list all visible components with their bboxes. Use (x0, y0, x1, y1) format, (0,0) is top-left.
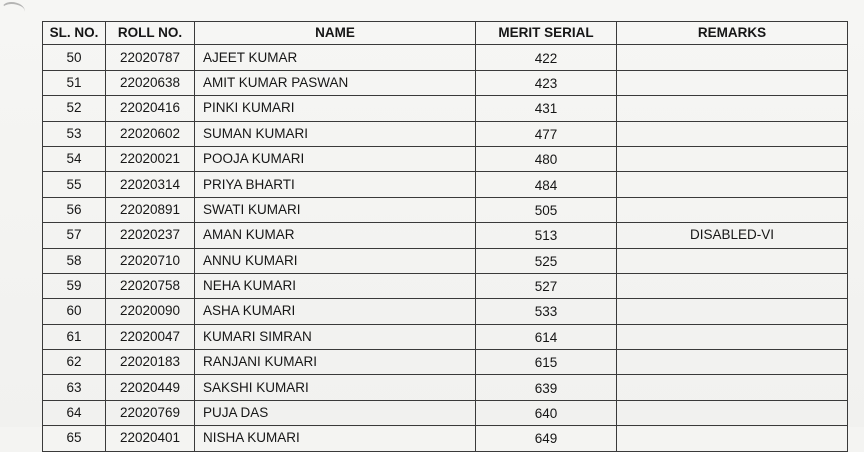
table-row (43, 299, 848, 324)
cell-merit-serial: 422 (476, 45, 617, 70)
cell-sl-no: 62 (43, 350, 106, 375)
cell-roll-no: 22020021 (106, 146, 195, 171)
cell-roll-no: 22020449 (106, 375, 195, 400)
cell-name: AJEET KUMAR (195, 45, 476, 70)
table-body (43, 45, 848, 451)
cell-roll-no: 22020047 (106, 324, 195, 349)
cell-sl-no: 58 (43, 248, 106, 273)
cell-roll-no: 22020891 (106, 197, 195, 222)
cell-remarks (617, 45, 848, 70)
table-row (43, 96, 848, 121)
cell-merit-serial: 640 (476, 400, 617, 425)
cell-name: PRIYA BHARTI (195, 172, 476, 197)
table-row (43, 197, 848, 222)
cell-sl-no: 54 (43, 146, 106, 171)
cell-name: SAKSHI KUMARI (195, 375, 476, 400)
cell-merit-serial: 525 (476, 248, 617, 273)
cell-remarks (617, 426, 848, 451)
cell-roll-no: 22020416 (106, 96, 195, 121)
cell-sl-no: 63 (43, 375, 106, 400)
cell-roll-no: 22020638 (106, 70, 195, 95)
cell-remarks (617, 121, 848, 146)
table-row (43, 121, 848, 146)
cell-name: NISHA KUMARI (195, 426, 476, 451)
cell-name: SUMAN KUMARI (195, 121, 476, 146)
cell-name: AMAN KUMAR (195, 223, 476, 248)
cell-name: ANNU KUMARI (195, 248, 476, 273)
header-merit-serial: MERIT SERIAL (476, 22, 617, 45)
cell-remarks (617, 375, 848, 400)
header-sl-no: SL. NO. (43, 22, 106, 45)
cell-merit-serial: 513 (476, 223, 617, 248)
cell-sl-no: 57 (43, 223, 106, 248)
cell-name: SWATI KUMARI (195, 197, 476, 222)
cell-name: PUJA DAS (195, 400, 476, 425)
cell-remarks (617, 146, 848, 171)
table-row (43, 248, 848, 273)
cell-sl-no: 56 (43, 197, 106, 222)
cell-roll-no: 22020602 (106, 121, 195, 146)
cell-sl-no: 64 (43, 400, 106, 425)
cell-sl-no: 51 (43, 70, 106, 95)
cell-roll-no: 22020401 (106, 426, 195, 451)
cell-merit-serial: 639 (476, 375, 617, 400)
table-row (43, 400, 848, 425)
cell-roll-no: 22020758 (106, 273, 195, 298)
cell-roll-no: 22020710 (106, 248, 195, 273)
cell-remarks (617, 172, 848, 197)
cell-remarks (617, 248, 848, 273)
cell-merit-serial: 431 (476, 96, 617, 121)
cell-sl-no: 65 (43, 426, 106, 451)
header-row (43, 22, 848, 45)
cell-sl-no: 53 (43, 121, 106, 146)
header-roll-no: ROLL NO. (106, 22, 195, 45)
table-row (43, 172, 848, 197)
cell-merit-serial: 614 (476, 324, 617, 349)
cell-merit-serial: 533 (476, 299, 617, 324)
cell-remarks: DISABLED-VI (617, 223, 848, 248)
cell-name: PINKI KUMARI (195, 96, 476, 121)
cell-remarks (617, 273, 848, 298)
table-row (43, 223, 848, 248)
cell-merit-serial: 527 (476, 273, 617, 298)
cell-name: RANJANI KUMARI (195, 350, 476, 375)
cell-roll-no: 22020183 (106, 350, 195, 375)
cell-remarks (617, 96, 848, 121)
cell-merit-serial: 615 (476, 350, 617, 375)
cell-merit-serial: 484 (476, 172, 617, 197)
cell-name: AMIT KUMAR PASWAN (195, 70, 476, 95)
cell-sl-no: 60 (43, 299, 106, 324)
table-row (43, 146, 848, 171)
cell-roll-no: 22020314 (106, 172, 195, 197)
cell-remarks (617, 197, 848, 222)
table-header (43, 22, 848, 45)
cell-merit-serial: 477 (476, 121, 617, 146)
cell-sl-no: 50 (43, 45, 106, 70)
cell-name: KUMARI SIMRAN (195, 324, 476, 349)
cell-roll-no: 22020237 (106, 223, 195, 248)
table-row (43, 324, 848, 349)
cell-sl-no: 59 (43, 273, 106, 298)
cell-remarks (617, 400, 848, 425)
cell-roll-no: 22020090 (106, 299, 195, 324)
table-row (43, 70, 848, 95)
table-row (43, 375, 848, 400)
cell-remarks (617, 324, 848, 349)
table-row (43, 273, 848, 298)
cell-merit-serial: 505 (476, 197, 617, 222)
cell-name: POOJA KUMARI (195, 146, 476, 171)
cell-name: NEHA KUMARI (195, 273, 476, 298)
cell-sl-no: 52 (43, 96, 106, 121)
table-row (43, 45, 848, 70)
cell-merit-serial: 480 (476, 146, 617, 171)
cell-remarks (617, 70, 848, 95)
cell-merit-serial: 423 (476, 70, 617, 95)
header-name: NAME (195, 22, 476, 45)
cell-name: ASHA KUMARI (195, 299, 476, 324)
table-row (43, 350, 848, 375)
merit-list-table (42, 21, 848, 452)
cell-merit-serial: 649 (476, 426, 617, 451)
cell-remarks (617, 299, 848, 324)
cell-roll-no: 22020787 (106, 45, 195, 70)
page-corner-mark (2, 2, 25, 18)
cell-sl-no: 61 (43, 324, 106, 349)
cell-roll-no: 22020769 (106, 400, 195, 425)
cell-remarks (617, 350, 848, 375)
header-remarks: REMARKS (617, 22, 848, 45)
cell-sl-no: 55 (43, 172, 106, 197)
table-row (43, 426, 848, 451)
